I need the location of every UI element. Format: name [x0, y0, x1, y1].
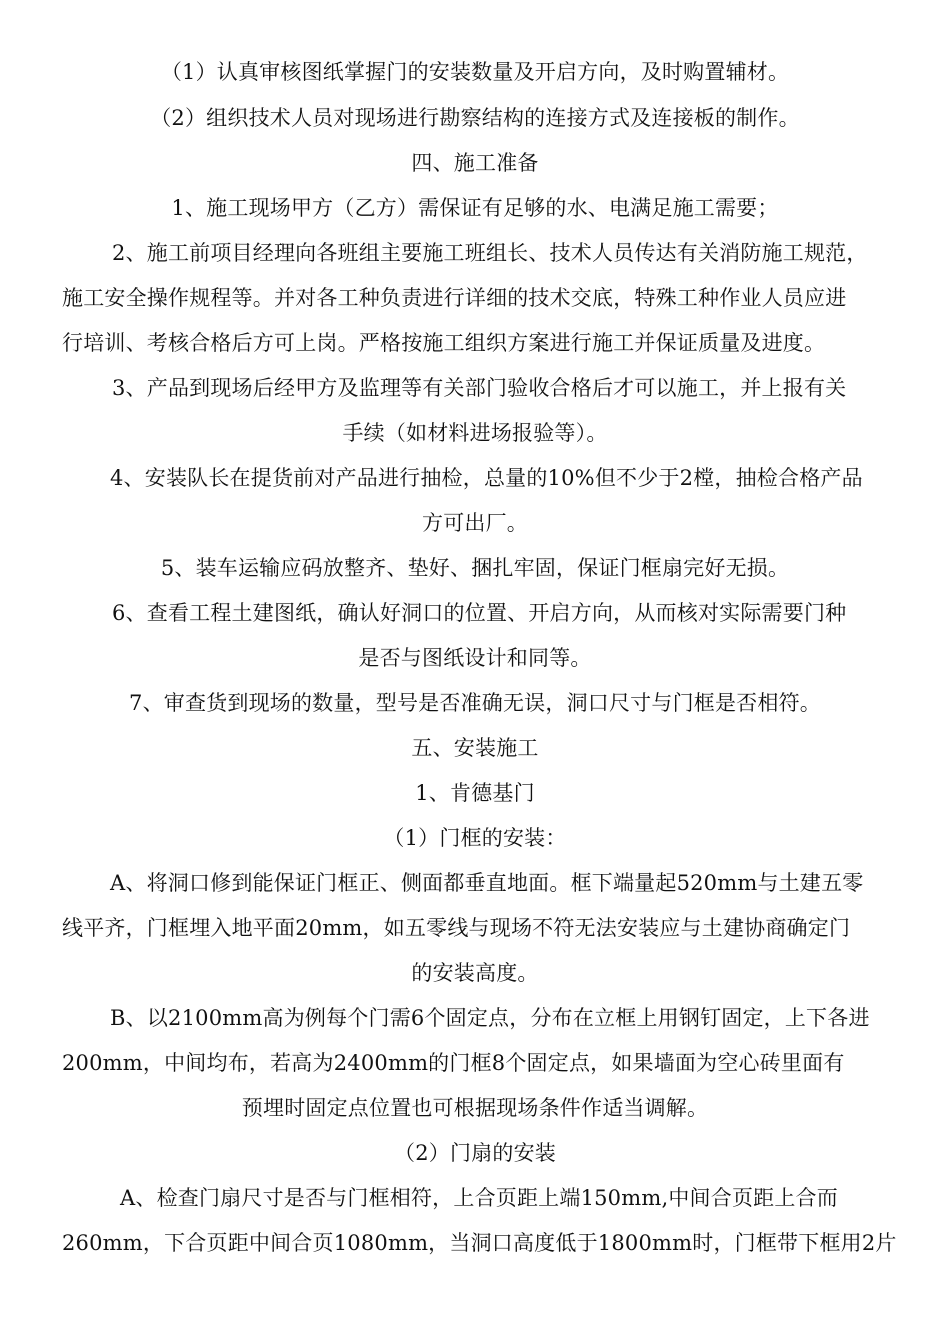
item-a2-line-2: 260mm，下合页距中间合页1080mm，当洞口高度低于1800mm时，门框带下框用2片: [62, 1231, 897, 1255]
subsection-heading-1: 1、肯德基门: [415, 781, 535, 805]
paragraph-2-line-2: 施工安全操作规程等。并对各工种负责进行详细的技术交底，特殊工种作业人员应进: [62, 286, 847, 310]
item-a-line-1: A、将洞口修到能保证门框正、侧面都垂直地面。框下端量起520mm与土建五零: [110, 871, 864, 895]
item-a-line-3: 的安装高度。: [411, 961, 539, 985]
item-b-line-2: 200mm，中间均布，若高为2400mm的门框8个固定点，如果墙面为空心砖里面有: [62, 1051, 845, 1075]
paragraph-5: 5、装车运输应码放整齐、垫好、捆扎牢固，保证门框扇完好无损。: [160, 556, 790, 580]
paragraph-2-line-3: 行培训、考核合格后方可上岗。严格按施工组织方案进行施工并保证质量及进度。: [62, 331, 826, 355]
item-b-line-3: 预埋时固定点位置也可根据现场条件作适当调解。: [241, 1096, 709, 1120]
item-b-line-1: B、以2100mm高为例每个门需6个固定点，分布在立框上用钢钉固定，上下各进: [110, 1006, 870, 1030]
subsection-heading-leaf: （2）门扇的安装: [394, 1141, 556, 1165]
section-heading-4: 四、施工准备: [411, 151, 539, 175]
paragraph-3-line-2: 手续（如材料进场报验等）。: [342, 421, 608, 445]
paragraph-4-line-1: 4、安装队长在提货前对产品进行抽检，总量的10%但不少于2樘，抽检合格产品: [110, 466, 863, 490]
paragraph-3-line-1: 3、产品到现场后经甲方及监理等有关部门验收合格后才可以施工，并上报有关: [112, 376, 847, 400]
paragraph-6-line-2: 是否与图纸设计和同等。: [358, 646, 592, 670]
item-a-line-2: 线平齐，门框埋入地平面20mm，如五零线与现场不符无法安装应与土建协商确定门: [62, 916, 851, 940]
item-a2-line-1: A、检查门扇尺寸是否与门框相符，上合页距上端150mm,中间合页距上合而: [120, 1186, 838, 1210]
section-heading-5: 五、安装施工: [411, 736, 539, 760]
paragraph-1: 1、施工现场甲方（乙方）需保证有足够的水、电满足施工需要；: [171, 196, 779, 220]
paragraph-4-line-2: 方可出厂。: [422, 511, 528, 535]
paragraph-6-line-1: 6、查看工程土建图纸，确认好洞口的位置、开启方向，从而核对实际需要门种: [112, 601, 847, 625]
paragraph-7: 7、审查货到现场的数量，型号是否准确无误，洞口尺寸与门框是否相符。: [129, 691, 821, 715]
paragraph-2-line-1: 2、施工前项目经理向各班组主要施工班组长、技术人员传达有关消防施工规范，: [112, 241, 868, 265]
prep-item-2: （2）组织技术人员对现场进行勘察结构的连接方式及连接板的制作。: [150, 106, 800, 130]
prep-item-1: （1）认真审核图纸掌握门的安装数量及开启方向，及时购置辅材。: [160, 60, 790, 84]
subsection-heading-frame: （1）门框的安装：: [383, 826, 567, 850]
